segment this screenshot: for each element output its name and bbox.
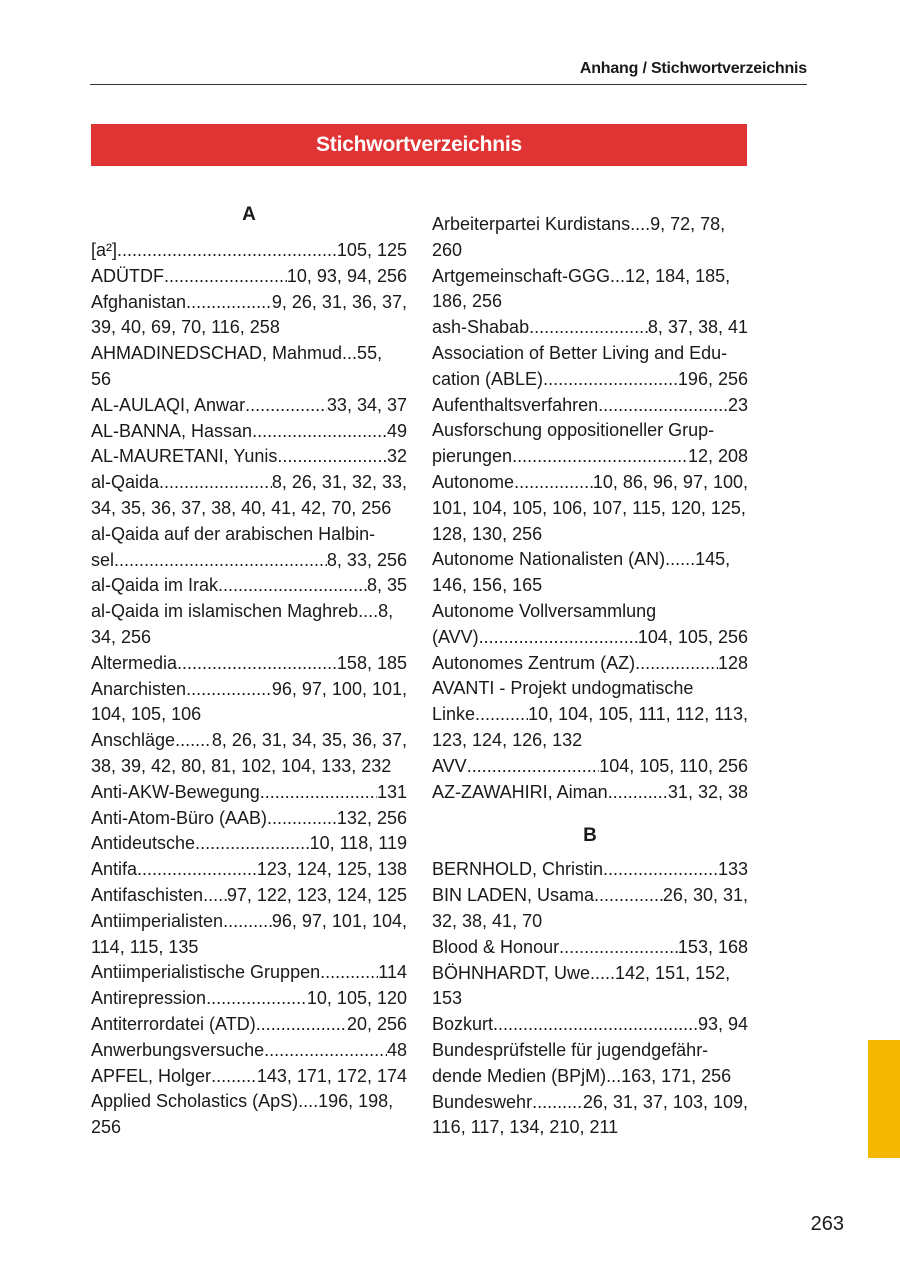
index-entry-line <box>91 548 407 574</box>
page-references: 93, 94 <box>697 1014 748 1035</box>
dot-leader <box>603 857 718 883</box>
index-term: BERNHOLD, Christin <box>432 859 604 880</box>
index-entry-line <box>91 367 407 393</box>
index-entry-line <box>91 315 407 341</box>
index-term: Ausforschung oppositioneller Grup- <box>432 420 715 441</box>
index-term: Aufenthaltsverfahren <box>432 394 599 415</box>
index-term: Anti-AKW-Bewegung <box>91 781 260 802</box>
index-entry-line <box>91 960 407 986</box>
index-entry <box>91 831 407 857</box>
index-term: 260 <box>432 239 463 260</box>
page-references: 33, 34, 37 <box>326 394 407 415</box>
page-references: 32 <box>386 446 407 467</box>
index-entry-line <box>432 676 748 702</box>
index-entry <box>91 909 407 961</box>
index-entry <box>91 419 407 445</box>
dot-leader <box>635 651 718 677</box>
page-references: 10, 118, 119 <box>309 833 407 854</box>
index-entry-line <box>91 290 407 316</box>
index-entry <box>432 651 748 677</box>
page-references: 96, 97, 100, 101, <box>271 678 407 699</box>
index-term: Arbeiterpartei Kurdistans....9, 72, 78, <box>432 214 726 234</box>
index-entry <box>91 573 407 599</box>
index-entry <box>91 728 407 780</box>
index-term: al-Qaida im islamischen Maghreb....8, <box>91 601 394 622</box>
index-entry-line <box>91 470 407 496</box>
running-head: Anhang / Stichwortverzeichnis <box>579 60 807 77</box>
dot-leader <box>137 857 257 883</box>
index-term: Antiimperialistische Gruppen <box>91 962 321 983</box>
dot-leader <box>252 419 387 445</box>
page-references: 128 <box>717 652 748 673</box>
index-term: Afghanistan <box>91 291 187 312</box>
index-term: 34, 35, 36, 37, 38, 40, 41, 42, 70, 256 <box>91 497 392 518</box>
index-term: Linke <box>432 704 476 725</box>
thumb-index-tab <box>868 1040 900 1158</box>
index-term: AL-MAURETANI, Yunis <box>91 446 278 467</box>
index-entry <box>432 961 748 1013</box>
index-entry-line <box>91 780 407 806</box>
page-references: 31, 32, 38 <box>667 781 748 802</box>
index-entry <box>91 857 407 883</box>
index-entry-line <box>432 418 748 444</box>
page-references: 114 <box>378 962 407 983</box>
index-term: Autonome Vollversammlung <box>432 600 657 621</box>
entries-right-a <box>432 212 748 805</box>
page-references: 105, 125 <box>336 240 407 260</box>
index-entry-line <box>91 651 407 677</box>
index-term: Bundesprüfstelle für jugendgefähr- <box>432 1039 709 1060</box>
dot-leader <box>256 1012 347 1038</box>
index-entry-line <box>91 1089 407 1115</box>
page-references: 8, 35 <box>366 575 407 596</box>
page-references: 143, 171, 172, 174 <box>256 1065 407 1086</box>
dot-leader <box>267 806 337 832</box>
index-entry <box>432 935 748 961</box>
dot-leader <box>475 702 528 728</box>
page-references: 12, 208 <box>687 446 748 467</box>
index-term: Anti-Atom-Büro (AAB) <box>91 807 268 828</box>
page-references: 104, 105, 256 <box>637 626 748 647</box>
index-term: ADÜTDF <box>91 265 164 286</box>
page-number: 263 <box>810 1213 844 1235</box>
index-entry-line <box>432 1038 748 1064</box>
index-term: 39, 40, 69, 70, 116, 258 <box>91 317 280 338</box>
index-term: ash-Shabab <box>432 317 530 338</box>
index-term: 32, 38, 41, 70 <box>432 910 543 931</box>
index-entry <box>432 1012 748 1038</box>
section-letter-a: A <box>242 204 256 225</box>
index-entry-line <box>91 857 407 883</box>
index-entry-line <box>91 883 407 909</box>
index-column-left <box>91 202 407 1141</box>
index-entry <box>91 651 407 677</box>
index-entry <box>91 1089 407 1141</box>
index-entry-line <box>91 728 407 754</box>
index-entry-line <box>91 986 407 1012</box>
index-entry-line <box>432 264 748 290</box>
index-term: (AVV) <box>432 626 479 647</box>
index-term: 146, 156, 165 <box>432 575 543 596</box>
index-entry-line <box>432 754 748 780</box>
index-entry <box>91 393 407 419</box>
index-entry-line <box>432 547 748 573</box>
page-references: 23 <box>727 394 748 415</box>
index-term: al-Qaida auf der arabischen Halbin- <box>91 523 376 544</box>
dot-leader <box>467 754 600 780</box>
index-entry <box>432 341 748 393</box>
index-term: Antifa <box>91 859 138 880</box>
index-entry-line <box>432 1064 748 1090</box>
index-term: Applied Scholastics (ApS)....196, 198, <box>91 1091 394 1112</box>
index-term: 104, 105, 106 <box>91 704 202 725</box>
page-references: 8, 37, 38, 41 <box>647 317 748 338</box>
index-entry-line <box>91 677 407 703</box>
index-entry-line <box>432 961 748 987</box>
dot-leader <box>114 548 327 574</box>
index-entry-line <box>432 728 748 754</box>
page-references: 8, 33, 256 <box>326 549 407 570</box>
index-term: APFEL, Holger <box>91 1065 212 1086</box>
index-entry-line <box>432 909 748 935</box>
index-entry <box>91 444 407 470</box>
dot-leader <box>532 1090 583 1116</box>
index-entry-line <box>91 522 407 548</box>
index-term: 116, 117, 134, 210, 211 <box>432 1117 619 1138</box>
index-term: 186, 256 <box>432 291 503 312</box>
dot-leader <box>543 367 678 393</box>
index-term: Artgemeinschaft-GGG...12, 184, 185, <box>432 265 731 286</box>
index-term: BIN LADEN, Usama <box>432 885 595 906</box>
index-term: Autonomes Zentrum (AZ) <box>432 652 636 673</box>
page-references: 153, 168 <box>677 936 748 957</box>
index-entry-line <box>432 470 748 496</box>
page-references: 26, 30, 31, <box>662 885 748 906</box>
index-entry-line <box>432 883 748 909</box>
index-term: AL-AULAQI, Anwar <box>91 394 246 415</box>
index-term: AL-BANNA, Hassan <box>91 420 253 441</box>
page-references: 10, 105, 120 <box>306 988 407 1009</box>
index-term: dende Medien (BPjM)...163, 171, 256 <box>432 1065 732 1086</box>
index-term: BÖHNHARDT, Uwe.....142, 151, 152, <box>432 962 731 983</box>
index-entry-line <box>91 625 407 651</box>
index-entry <box>432 315 748 341</box>
dot-leader <box>479 625 638 651</box>
index-entry-line <box>432 522 748 548</box>
index-entry-line <box>432 212 748 238</box>
index-entry <box>91 677 407 729</box>
index-entry-line <box>432 780 748 806</box>
index-entry <box>91 780 407 806</box>
index-term: 128, 130, 256 <box>432 523 543 544</box>
index-entry-line <box>432 935 748 961</box>
page-references: 158, 185 <box>336 652 407 673</box>
dot-leader <box>177 651 337 677</box>
index-entry <box>91 341 407 393</box>
index-term: sel <box>91 549 115 570</box>
index-entry-line <box>91 496 407 522</box>
index-term: AZ-ZAWAHIRI, Aiman <box>432 781 608 802</box>
index-term: 153 <box>432 988 463 1009</box>
index-term: Bozkurt <box>432 1014 494 1035</box>
index-entry-line <box>432 341 748 367</box>
index-entry-line <box>432 702 748 728</box>
index-term: Anarchisten <box>91 678 187 699</box>
index-term: pierungen <box>432 446 513 467</box>
page-references: 104, 105, 110, 256 <box>599 755 748 776</box>
header-rule <box>90 84 807 85</box>
index-term: Anschläge <box>91 730 176 751</box>
index-entry-line <box>91 1064 407 1090</box>
index-entry-line <box>91 573 407 599</box>
dot-leader <box>117 238 337 264</box>
page-references: 97, 122, 123, 124, 125 <box>226 884 407 905</box>
index-term: AVANTI - Projekt undogmatische <box>432 678 694 699</box>
index-entry-line <box>91 806 407 832</box>
dot-leader <box>159 470 272 496</box>
dot-leader <box>598 393 728 419</box>
index-entry-line <box>432 393 748 419</box>
page-references: 132, 256 <box>336 807 407 828</box>
index-term: Antideutsche <box>91 833 196 854</box>
index-entry <box>91 290 407 342</box>
entries-right-b <box>432 857 748 1141</box>
index-entry-line <box>91 1012 407 1038</box>
dot-leader <box>203 883 227 909</box>
page-references: 8, 26, 31, 34, 35, 36, 37, <box>211 730 407 751</box>
index-entry-line <box>91 1115 407 1141</box>
dot-leader <box>264 1038 387 1064</box>
index-term: Bundeswehr <box>432 1091 533 1112</box>
index-entry <box>91 264 407 290</box>
page-references: 196, 256 <box>677 368 748 389</box>
index-entry <box>91 599 407 651</box>
index-term: cation (ABLE) <box>432 368 544 389</box>
index-entry <box>91 238 407 264</box>
dot-leader <box>206 986 307 1012</box>
dot-leader <box>493 1012 698 1038</box>
index-entry <box>432 754 748 780</box>
index-entry <box>432 780 748 806</box>
index-entry-line <box>91 393 407 419</box>
index-term: Antiterrordatei (ATD) <box>91 1013 256 1034</box>
entries-left <box>91 238 407 1141</box>
index-term: AHMADINEDSCHAD, Mahmud...55, <box>91 343 383 364</box>
index-entry-line <box>91 444 407 470</box>
index-term: Association of Better Living and Edu- <box>432 342 728 363</box>
index-entry-line <box>91 831 407 857</box>
index-entry <box>432 1038 748 1090</box>
dot-leader <box>514 470 593 496</box>
index-entry <box>432 470 748 547</box>
index-entry <box>91 986 407 1012</box>
index-term: al-Qaida im Irak <box>91 575 219 596</box>
index-term: 101, 104, 105, 106, 107, 115, 120, 125, <box>432 497 746 518</box>
page-references: 10, 104, 105, 111, 112, 113, <box>528 704 748 725</box>
page-references: 131 <box>376 781 407 802</box>
dot-leader <box>559 935 678 961</box>
index-column-right <box>432 212 748 1141</box>
page-references: 20, 256 <box>346 1013 407 1034</box>
index-entry <box>432 1090 748 1142</box>
dot-leader <box>218 573 367 599</box>
dot-leader <box>223 909 272 935</box>
index-term: Altermedia <box>91 652 178 673</box>
index-entry-line <box>432 857 748 883</box>
index-entry <box>432 393 748 419</box>
index-entry-line <box>432 651 748 677</box>
index-entry-line <box>91 264 407 290</box>
index-term: Antirepression <box>91 988 207 1009</box>
index-entry-line <box>432 496 748 522</box>
index-entry-line <box>91 341 407 367</box>
index-entry <box>91 806 407 832</box>
dot-leader <box>260 780 377 806</box>
index-entry-line <box>91 754 407 780</box>
index-entry-line <box>432 367 748 393</box>
index-entry <box>91 522 407 574</box>
page-references: 133 <box>717 859 748 880</box>
index-entry-line <box>91 238 407 264</box>
page-references: 48 <box>386 1039 407 1060</box>
dot-leader <box>195 831 310 857</box>
dot-leader <box>175 728 212 754</box>
page-references: 123, 124, 125, 138 <box>256 859 407 880</box>
dot-leader <box>186 677 272 703</box>
index-term: 38, 39, 42, 80, 81, 102, 104, 133, 232 <box>91 755 392 776</box>
index-term: Blood & Honour <box>432 936 560 957</box>
dot-leader <box>320 960 378 986</box>
index-entry-line <box>91 702 407 728</box>
page-references: 49 <box>386 420 407 441</box>
dot-leader <box>594 883 663 909</box>
index-term: Autonome Nationalisten (AN)......145, <box>432 549 731 570</box>
index-entry-line <box>91 935 407 961</box>
index-term: Antiimperialisten <box>91 910 224 931</box>
index-entry-line <box>432 573 748 599</box>
index-term: 123, 124, 126, 132 <box>432 729 583 750</box>
index-entry-line <box>432 986 748 1012</box>
dot-leader <box>245 393 327 419</box>
index-entry <box>432 418 748 470</box>
index-term: Autonome <box>432 471 515 492</box>
page-references: 10, 93, 94, 256 <box>286 265 407 286</box>
index-term: 114, 115, 135 <box>91 936 199 957</box>
index-entry <box>432 264 748 316</box>
index-entry-line <box>432 315 748 341</box>
index-entry <box>91 1038 407 1064</box>
index-term: Anwerbungsversuche <box>91 1039 265 1060</box>
dot-leader <box>277 444 387 470</box>
index-entry <box>91 470 407 522</box>
index-term: 256 <box>91 1117 122 1138</box>
index-entry-line <box>432 625 748 651</box>
index-entry <box>91 1012 407 1038</box>
page-references: 9, 26, 31, 36, 37, <box>271 291 407 312</box>
index-entry-line <box>432 289 748 315</box>
index-term: 56 <box>91 368 112 389</box>
index-entry <box>91 960 407 986</box>
index-entry-line <box>91 1038 407 1064</box>
index-term: [a²] <box>91 240 118 260</box>
index-entry-line <box>91 599 407 625</box>
dot-leader <box>186 290 272 316</box>
page-references: 26, 31, 37, 103, 109, <box>582 1091 748 1112</box>
index-term: 34, 256 <box>91 626 152 647</box>
index-term: al-Qaida <box>91 472 160 493</box>
index-entry <box>432 676 748 753</box>
dot-leader <box>512 444 688 470</box>
dot-leader <box>529 315 648 341</box>
index-entry-line <box>91 419 407 445</box>
dot-leader <box>211 1064 257 1090</box>
index-entry <box>91 1064 407 1090</box>
section-letter-b: B <box>583 825 597 847</box>
index-entry-line <box>432 1115 748 1141</box>
index-entry <box>432 547 748 599</box>
index-entry-line <box>91 909 407 935</box>
index-entry-line <box>432 1012 748 1038</box>
index-term: AVV <box>432 755 467 776</box>
index-entry-line <box>432 238 748 264</box>
index-entry <box>432 883 748 935</box>
section-banner: Stichwortverzeichnis <box>91 124 747 166</box>
index-entry <box>91 883 407 909</box>
index-term: Antifaschisten <box>91 884 204 905</box>
dot-leader <box>608 780 668 806</box>
dot-leader <box>164 264 287 290</box>
index-entry <box>432 857 748 883</box>
page-references: 10, 86, 96, 97, 100, <box>592 471 748 492</box>
index-entry-line <box>432 599 748 625</box>
page-references: 96, 97, 101, 104, <box>271 910 407 931</box>
index-entry <box>432 599 748 651</box>
index-entry-line <box>432 444 748 470</box>
index-entry <box>432 212 748 264</box>
index-entry-line <box>432 1090 748 1116</box>
page-references: 8, 26, 31, 32, 33, <box>271 472 407 493</box>
